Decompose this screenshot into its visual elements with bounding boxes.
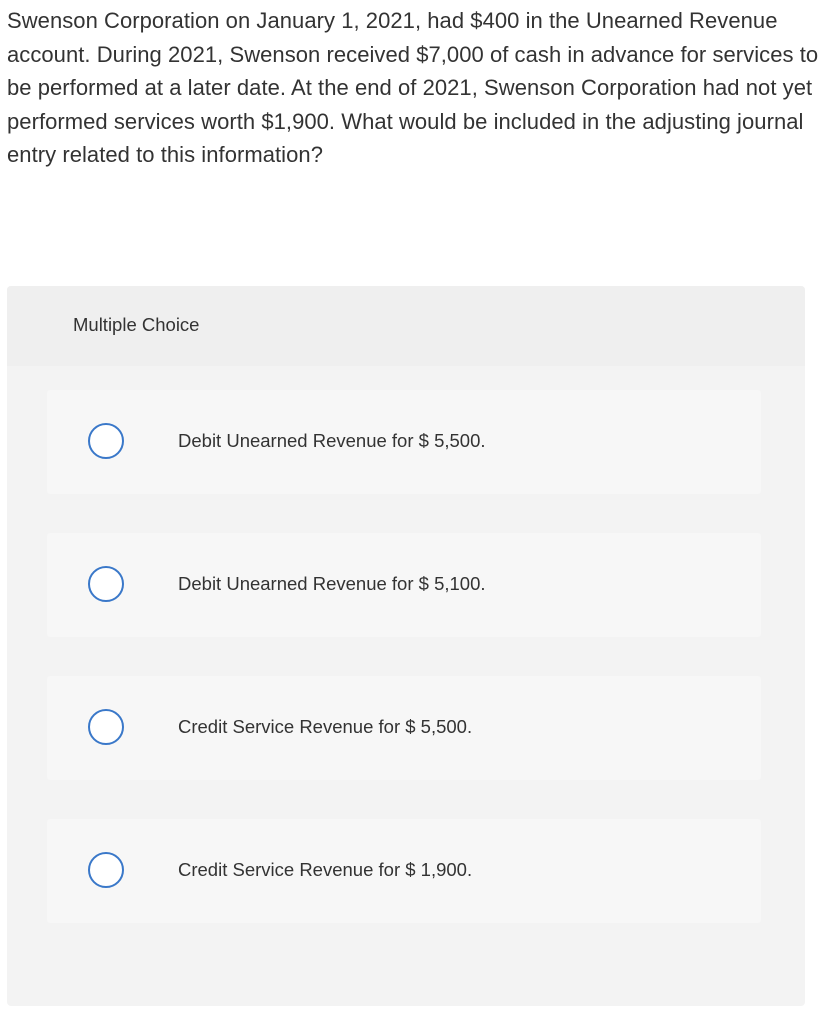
radio-button-4[interactable] (88, 852, 124, 888)
answer-option-label: Debit Unearned Revenue for $ 5,500. (178, 430, 486, 451)
radio-button-3[interactable] (88, 709, 124, 745)
radio-button-2[interactable] (88, 566, 124, 602)
answer-option-1[interactable] (47, 390, 761, 494)
answer-option-label: Credit Service Revenue for $ 1,900. (178, 859, 473, 880)
radio-button-1[interactable] (88, 423, 124, 459)
answer-option-label: Debit Unearned Revenue for $ 5,100. (178, 573, 486, 594)
multiple-choice-panel (7, 286, 805, 1006)
answer-option-4[interactable] (47, 819, 761, 923)
multiple-choice-header (7, 286, 805, 366)
question-text: Swenson Corporation on January 1, 2021, had $400 in the Unearned Revenue account. During 2021, Swenson received $7,000 of cash in advance for services to be performed at a later date. At the end of 2021, Swenson Corporation had not yet performed services worth $1,900. What would be included in the adjusting journal entry related to this information? (7, 8, 819, 168)
answer-option-3[interactable] (47, 676, 761, 780)
answer-option-2[interactable] (47, 533, 761, 637)
multiple-choice-label: Multiple Choice (73, 314, 200, 335)
answer-option-label: Credit Service Revenue for $ 5,500. (178, 716, 473, 737)
